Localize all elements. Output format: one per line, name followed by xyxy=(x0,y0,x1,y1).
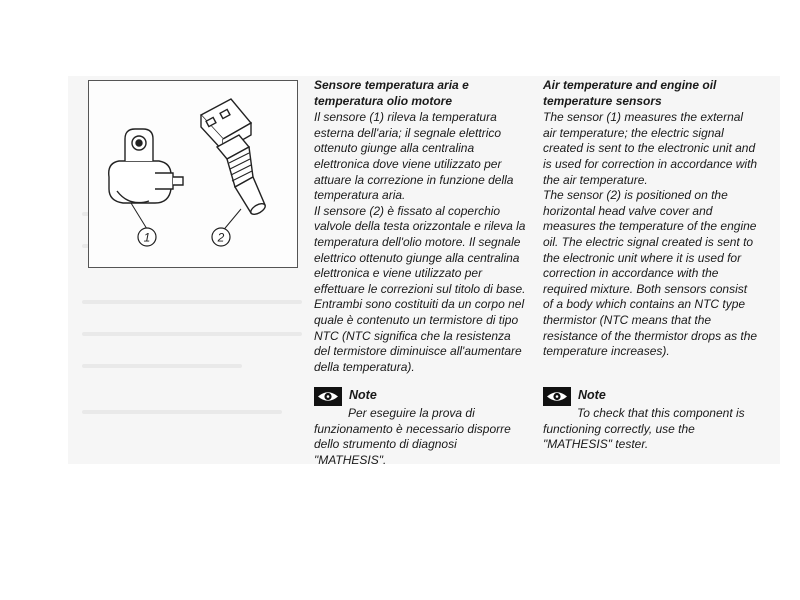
english-column xyxy=(543,78,759,360)
eye-icon xyxy=(543,387,571,406)
air-temperature-sensor-drawing xyxy=(109,129,183,229)
callout-2-label: 2 xyxy=(217,230,225,245)
eye-icon xyxy=(314,387,342,406)
english-note-text: To check that this component is functioning correctly, use the "MATHESIS" tester. xyxy=(543,406,745,452)
italian-note-title: Note xyxy=(349,388,377,403)
english-note-header xyxy=(543,386,759,406)
bleed-through xyxy=(82,410,282,414)
oil-temperature-sensor-drawing xyxy=(201,99,267,233)
english-heading: Air temperature and engine oil temperature sensors xyxy=(543,78,717,108)
bleed-through xyxy=(82,332,302,336)
bleed-through xyxy=(82,300,302,304)
italian-paragraph-3: Entrambi sono costituiti da un corpo nel quale è contenuto un termistore di tipo NTC (NTC significa che la resistenza del termistore diminuisce all'aumentare della temperatura). xyxy=(314,297,525,374)
italian-column xyxy=(314,78,530,375)
sensor-illustration xyxy=(89,81,297,267)
italian-paragraph-1: Il sensore (1) rileva la temperatura esterna dell'aria; il segnale elettrico ottenuto giunge alla centralina elettronica dove viene utilizzato per attuare la correzione in funzione della temperatura aria. xyxy=(314,110,514,203)
english-note xyxy=(543,386,759,453)
italian-heading: Sensore temperatura aria e temperatura olio motore xyxy=(314,78,469,108)
callout-1-label: 1 xyxy=(143,230,151,245)
italian-paragraph-2: Il sensore (2) è fissato al coperchio valvole della testa orizzontale e rileva la temperatura dell'olio motore. Il segnale elettrico ottenuto giunge alla centralina elettronica e viene utilizzato per effettuare le correzioni sul titolo di base. xyxy=(314,203,526,296)
bleed-through xyxy=(82,364,242,368)
italian-note-text: Per eseguire la prova di funzionamento è necessario disporre dello strumento di diagnosi "MATHESIS". xyxy=(314,406,511,467)
italian-note-header xyxy=(314,386,530,406)
italian-note xyxy=(314,386,530,468)
english-paragraph-1: The sensor (1) measures the external air temperature; the electric signal created is sent to the electronic unit and is used for correction in accordance with the air temperature. xyxy=(543,110,758,187)
english-note-title: Note xyxy=(578,388,606,403)
english-paragraph-2: The sensor (2) is positioned on the horizontal head valve cover and measures the temperature of the engine oil. The electric signal created is sent to the electronic unit where it is used for correction in accordance with the required mixture. Both sensors consist of a body which contains an NTC type thermistor (NTC means that the resistance of the thermistor drops as the temperature increases). xyxy=(543,188,758,359)
sensor-figure xyxy=(88,80,298,268)
